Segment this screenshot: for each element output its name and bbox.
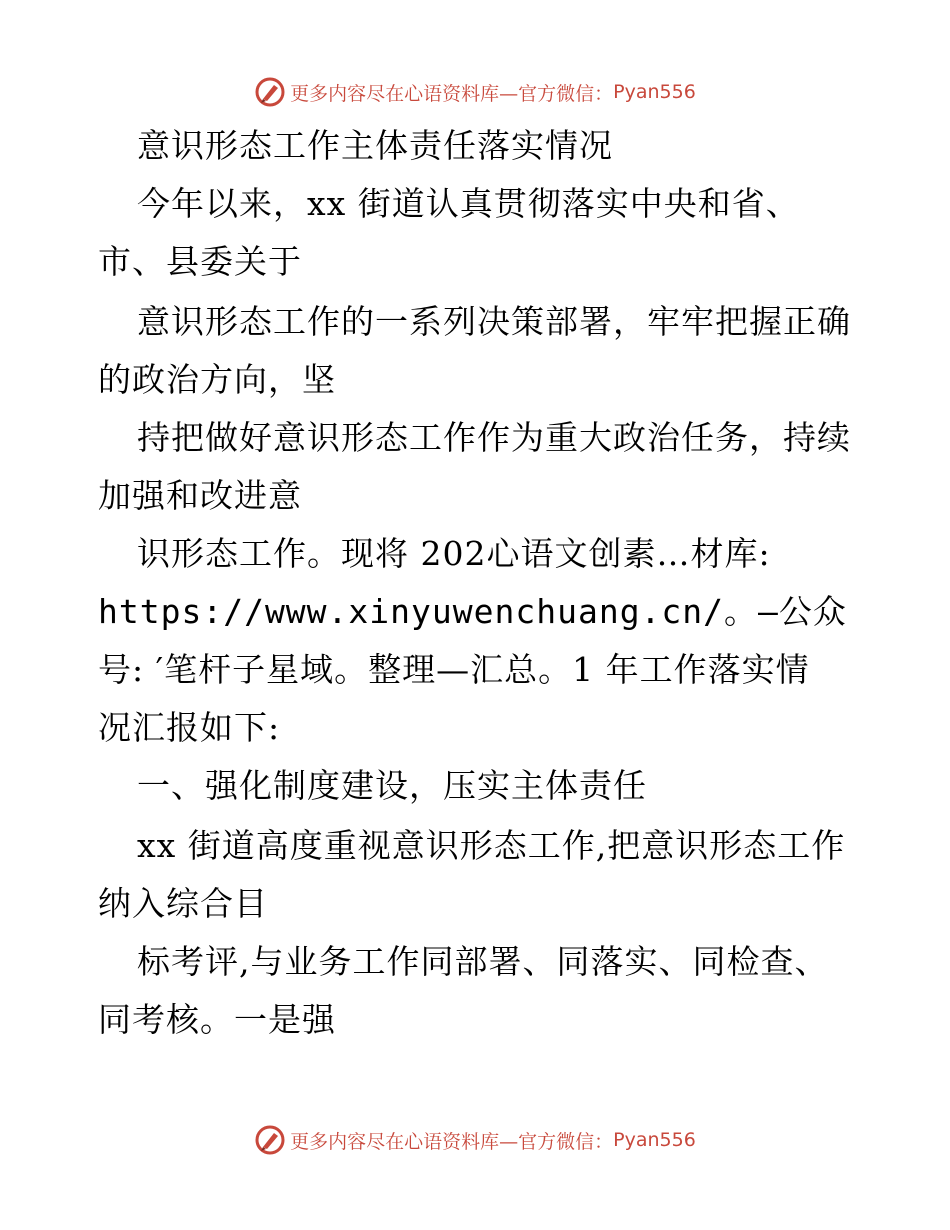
paragraph-line: 市、县委关于 <box>98 242 302 281</box>
paragraph-line: 况汇报如下: <box>98 708 281 747</box>
banner-slogan: 更多内容尽在心语资料库—官方微信： <box>290 82 614 105</box>
paragraph-line: 今年以来，xx 街道认真贯彻落实中央和省、 <box>137 184 800 223</box>
website-url-line: https://www.xinyuwenchuang.cn/。—公众 <box>98 592 847 631</box>
paragraph-line: 加强和改进意 <box>98 476 302 515</box>
header-watermark-banner <box>0 72 950 112</box>
banner-wechat-id: Pyan556 <box>613 81 696 103</box>
footer-watermark-banner <box>0 1120 950 1160</box>
paragraph-line: 标考评,与业务工作同部署、同落实、同检查、 <box>137 942 829 981</box>
paragraph-line: 持把做好意识形态工作作为重大政治任务，持续 <box>137 418 851 457</box>
pen-logo-icon <box>254 1124 286 1156</box>
banner-slogan: 更多内容尽在心语资料库—官方微信： <box>290 1130 614 1153</box>
document-title: 意识形态工作主体责任落实情况 <box>137 126 613 165</box>
paragraph-line: 号: ′笔杆子星域。整理—汇总。1 年工作落实情 <box>98 650 810 689</box>
paragraph-line: 纳入综合目 <box>98 884 268 923</box>
paragraph-line: 识形态工作。现将 202心语文创素…材库: <box>137 534 771 573</box>
paragraph-line: 的政治方向，坚 <box>98 360 336 399</box>
banner-wechat-id: Pyan556 <box>613 1129 696 1151</box>
section-heading: 一、强化制度建设，压实主体责任 <box>137 766 647 805</box>
paragraph-line: 同考核。一是强 <box>98 1000 336 1039</box>
paragraph-line: 意识形态工作的一系列决策部署，牢牢把握正确 <box>137 302 851 341</box>
pen-logo-icon <box>254 76 286 108</box>
paragraph-line: xx 街道高度重视意识形态工作,把意识形态工作 <box>137 826 846 865</box>
